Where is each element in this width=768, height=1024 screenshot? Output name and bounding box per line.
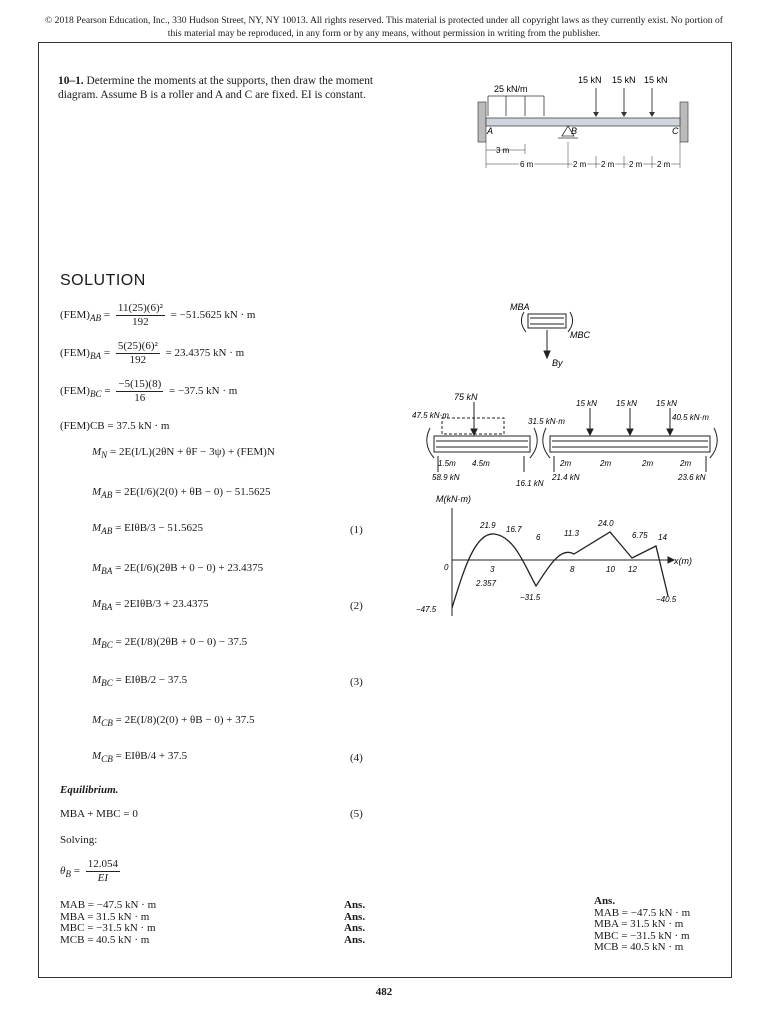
load-475: 47.5 kN·m <box>412 411 449 420</box>
mneg-405: −40.5 <box>656 595 677 604</box>
problem-text: Determine the moments at the supports, then draw the moment diagram. Assume B is a roller and A and C are fixed. EI is constant. <box>58 75 374 101</box>
dim-2-3: 2m <box>642 459 654 468</box>
answer-mba: MBA = 31.5 kN · m <box>60 910 150 923</box>
eq-number-4: (4) <box>350 752 363 764</box>
eq-number-5: (5) <box>350 808 363 820</box>
fig-dim-2m-1: 2 m <box>573 160 587 169</box>
zero-2357: 2.357 <box>476 579 497 588</box>
answer-mbc: MBC = −31.5 kN · m <box>60 922 156 934</box>
load-15-1: 15 kN <box>576 399 597 408</box>
eq-mbc-1: $M_{BC} = 2E(I/8)(2\theta B + 0 - 0) - 37.5$ <box>92 636 248 651</box>
dim-2-4: 2m <box>680 459 692 468</box>
answer-tags: Ans. Ans. Ans. Ans. <box>344 899 366 946</box>
equilibrium-title: Equilibrium. <box>60 784 119 796</box>
mval-6: 6 <box>536 533 541 542</box>
fig-dim-3m: 3 m <box>496 146 510 155</box>
reaction-161: 16.1 kN <box>516 479 544 488</box>
load-315: 31.5 kN·m <box>528 417 565 426</box>
answer-box-title: Ans. <box>594 895 616 907</box>
eq-mba-1: $M_{BA} = 2E(I/6)(2\theta B + 0 - 0) + 23.4375$ <box>92 562 264 577</box>
reaction-214: 21.4 kN <box>552 473 580 482</box>
fig-point-load-1: 15 kN <box>578 75 602 85</box>
answers-list <box>60 900 156 946</box>
mval-14: 14 <box>658 533 667 542</box>
joint-fbd <box>521 312 572 358</box>
mval-167: 16.7 <box>506 525 522 534</box>
eq-fem-ba: $(FEM)_{BA}$ = $\frac{\text{5(25)(6)²}}{192}$ = 23.4375 kN · m <box>60 340 245 366</box>
fig-dim-2m-3: 2 m <box>629 160 643 169</box>
eq-mab-2: $M_{AB} = EI\theta B/3 - 51.5625$ <box>92 522 204 537</box>
hand-sketch <box>410 296 720 622</box>
eq-fem-ab: $(FEM)_{AB}$ = $\frac{\text{11(25)(6)²}}{192}$ = −51.5625 kN · m <box>60 302 256 328</box>
fig-dim-2m-2: 2 m <box>601 160 615 169</box>
beam-figure <box>476 72 698 172</box>
answer-mcb: MCB = 40.5 kN · m <box>60 933 150 946</box>
mval-675: 6.75 <box>632 531 648 540</box>
reaction-236: 23.6 kN <box>678 473 706 482</box>
eq-number-2: (2) <box>350 600 363 612</box>
mneg-315: −31.5 <box>520 593 541 602</box>
eq-mcb-2: $M_{CB} = EI\theta B/4 + 37.5$ <box>92 750 188 765</box>
eq-number-1: (1) <box>350 524 363 536</box>
answer-box-mcb: MCB = 40.5 kN · m <box>594 941 684 953</box>
fig-dist-load: 25 kN/m <box>494 84 528 94</box>
tick-3: 3 <box>490 565 495 574</box>
answer-mab: MAB = −47.5 kN · m <box>60 899 157 911</box>
load-15-2: 15 kN <box>616 399 637 408</box>
tick-0: 0 <box>444 563 449 572</box>
mval-219: 21.9 <box>480 521 496 530</box>
fig-label-a: A <box>487 126 494 136</box>
dim-2-1: 2m <box>560 459 572 468</box>
fig-dim-6m: 6 m <box>520 160 534 169</box>
eq-fem-cb: (FEM)CB = 37.5 kN · m <box>60 420 170 432</box>
load-75: 75 kN <box>454 392 478 402</box>
answer-box <box>594 896 690 954</box>
eq-slope-general: $M_N = 2E(I/L)(2\theta N + \theta F - 3\psi) + (FEM)N$ <box>92 446 275 461</box>
answer-box-mba: MBA = 31.5 kN · m <box>594 918 684 930</box>
copyright-notice: © 2018 Pearson Education, Inc., 330 Hudson Street, NY, NY 10013. All rights reserved. This material is protected under all copyright laws as they currently exist. No portion of this material may be reproduced, in any form or by any means, without permission in writing from the publisher. <box>44 15 723 39</box>
page-number: 482 <box>375 986 393 998</box>
solution-heading: SOLUTION <box>60 272 146 289</box>
eq-fem-bc: $(FEM)_{BC}$ = $\frac{-5(15)(8)}{16}$ = −37.5 kN · m <box>60 378 238 404</box>
problem-statement <box>58 74 388 102</box>
eq-mab-1: $M_{AB} = 2E(I/6)(2(0) + \theta B - 0) - 51.5625$ <box>92 486 271 501</box>
moment-ylabel: M(kN·m) <box>436 494 471 504</box>
eq-equilibrium: MBA + MBC = 0 <box>60 808 138 820</box>
mval-240: 24.0 <box>598 519 614 528</box>
load-405: 40.5 kN·m <box>672 413 709 422</box>
mneg-475: −47.5 <box>416 605 437 614</box>
eq-mcb-1: $M_{CB} = 2E(I/8)(2(0) + \theta B - 0) + 37.5$ <box>92 714 255 729</box>
dim-2-2: 2m <box>600 459 612 468</box>
answer-box-mbc: MBC = −31.5 kN · m <box>594 929 690 942</box>
fig-label-c: C <box>672 126 679 136</box>
answer-box-mab: MAB = −47.5 kN · m <box>594 906 691 919</box>
fig-point-load-2: 15 kN <box>612 75 636 85</box>
fbd-by: By <box>552 358 563 368</box>
problem-number: 10–1. <box>58 75 84 87</box>
eq-mba-2: $M_{BA} = 2EI\theta B/3 + 23.4375$ <box>92 598 209 613</box>
moment-xlabel: x(m) <box>674 556 692 566</box>
eq-number-3: (3) <box>350 676 363 688</box>
reaction-589: 58.9 kN <box>432 473 460 482</box>
mval-113: 11.3 <box>564 529 579 538</box>
fig-point-load-3: 15 kN <box>644 75 668 85</box>
fig-label-b: B <box>571 126 578 136</box>
solving-label: Solving: <box>60 834 98 846</box>
fbd-mbc: MBC <box>570 330 590 340</box>
tick-10: 10 <box>606 565 615 574</box>
eq-theta-b: $\theta_B$ = $\frac{12.054}{EI}$ <box>60 858 118 884</box>
fbd-mba: MBA <box>510 302 530 312</box>
load-15-3: 15 kN <box>656 399 677 408</box>
tick-12: 12 <box>628 565 637 574</box>
fig-dim-2m-4: 2 m <box>657 160 671 169</box>
tick-8: 8 <box>570 565 575 574</box>
eq-mbc-2: $M_{BC} = EI\theta B/2 - 37.5$ <box>92 674 188 689</box>
dim-15: 1.5m <box>438 459 456 468</box>
dim-45: 4.5m <box>472 459 490 468</box>
